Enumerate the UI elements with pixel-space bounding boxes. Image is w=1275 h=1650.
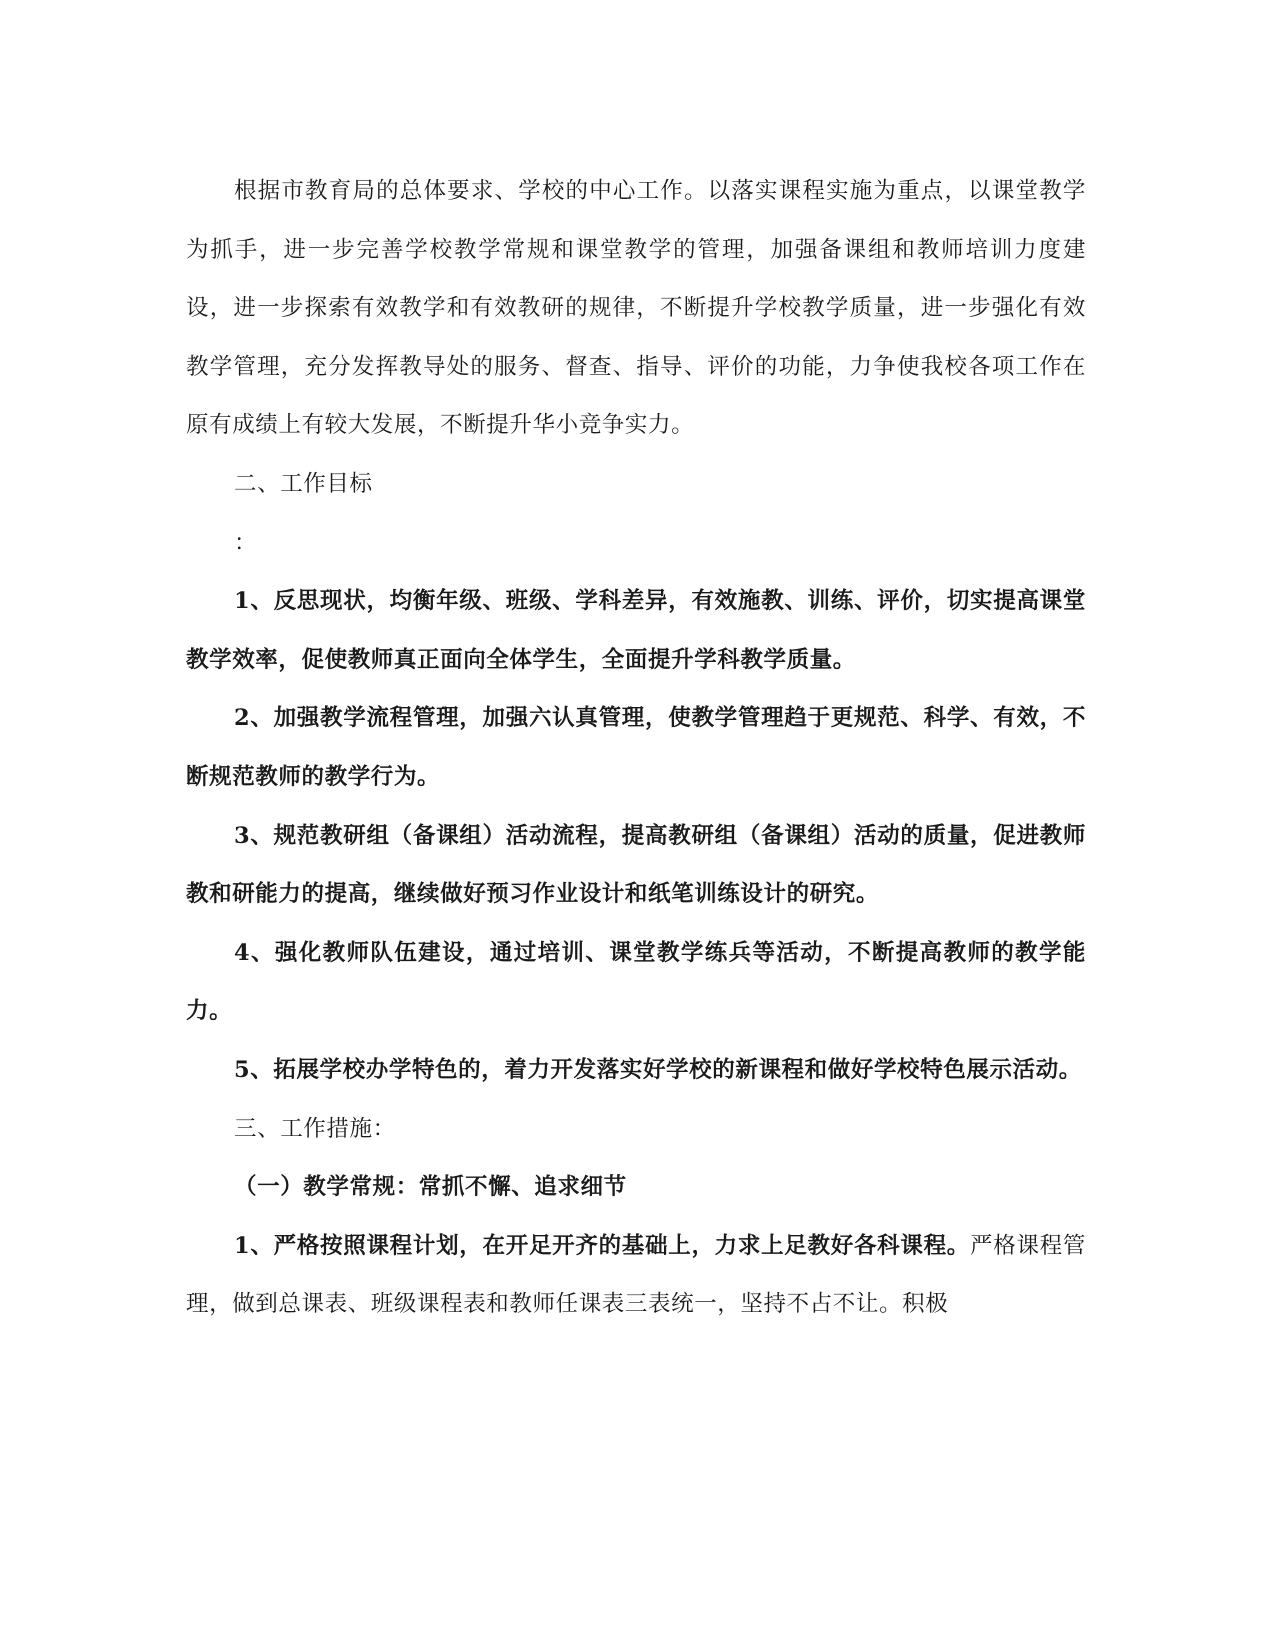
measure-1-body-text: 严格课程管理，做到总课表、班级课程表和教师任课表三表统一，坚持不占不让。积极: [186, 1232, 1086, 1318]
measure-1-bold-text: 1、严格按照课程计划，在开足开齐的基础上，力求上足教好各科课程。: [234, 1232, 971, 1259]
colon-line: ：: [234, 529, 258, 556]
goal-item-5: 5、拓展学校办学特色的，着力开发落实好学校的新课程和做好学校特色展示活动。: [234, 1056, 1082, 1083]
goal-item-4: 4、强化教师队伍建设，通过培训、课堂教学练兵等活动，不断提高教师的教学能力。: [186, 939, 1086, 1025]
section-heading-measures: 三、工作措施：: [234, 1115, 396, 1142]
document-body: [186, 162, 1086, 1334]
intro-paragraph: 根据市教育局的总体要求、学校的中心工作。以落实课程实施为重点，以课堂教学为抓手，进一步完善学校教学常规和课堂教学的管理，加强备课组和教师培训力度建设，进一步探索有效教学和有效教研的规律，不断提升学校教学质量，进一步强化有效教学管理，充分发挥教导处的服务、督查、指导、评价的功能，力争使我校各项工作在原有成绩上有较大发展，不断提升华小竞争实力。: [186, 178, 1086, 439]
measure-paragraph-1: [186, 1217, 1086, 1334]
subheading-teaching-routine: （一）教学常规：常抓不懈、追求细节: [234, 1174, 627, 1201]
goal-item-1: 1、反思现状，均衡年级、班级、学科差异，有效施教、训练、评价，切实提高课堂教学效率，促使教师真正面向全体学生，全面提升学科教学质量。: [186, 588, 1086, 673]
section-heading-goals: 二、工作目标: [234, 470, 373, 497]
goal-item-2: 2、加强教学流程管理，加强六认真管理，使教学管理趋于更规范、科学、有效，不断规范教师的教学行为。: [186, 705, 1086, 790]
goal-item-3: 3、规范教研组（备课组）活动流程，提高教研组（备课组）活动的质量，促进教师教和研能力的提高，继续做好预习作业设计和纸笔训练设计的研究。: [186, 822, 1086, 908]
